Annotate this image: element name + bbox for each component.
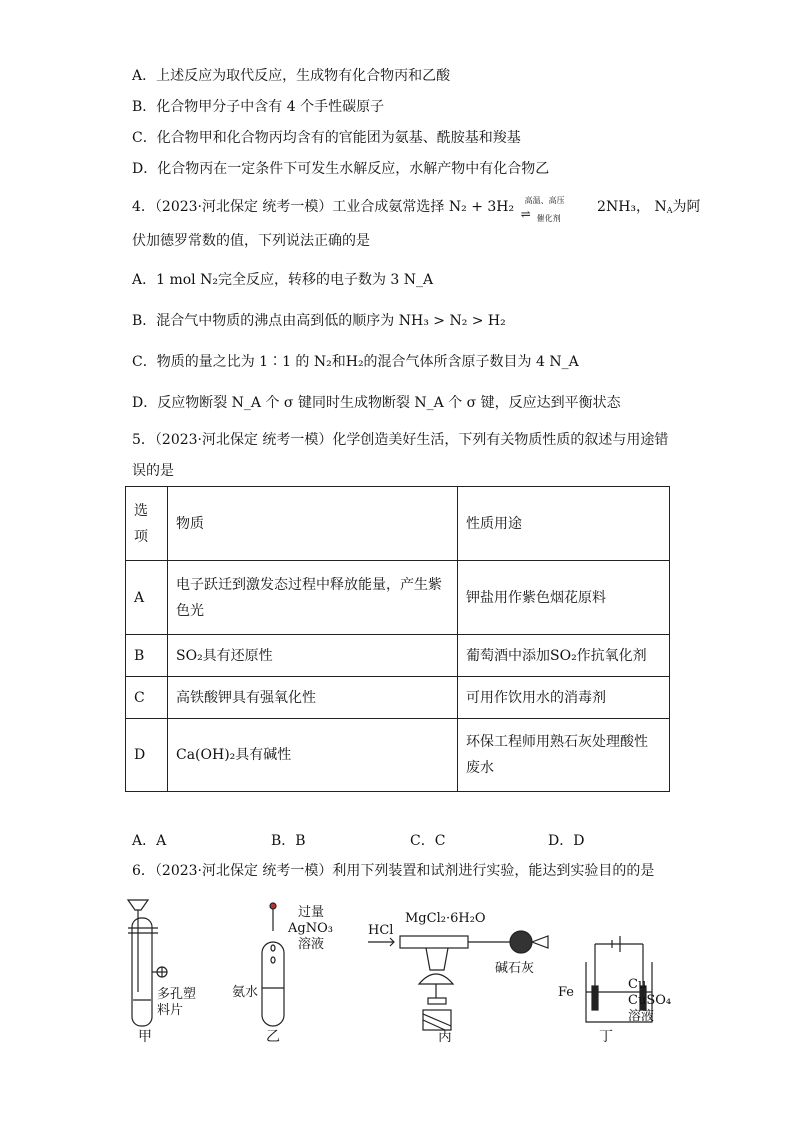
q4-stem-line1 [132,197,701,221]
table-row [126,677,670,719]
q4-reaction-left: N₂ + 3H₂ [448,199,515,215]
q4-cond-bottom: 催化剂 [536,214,561,223]
q4-stem-line2: 伏加德罗常数的值，下列说法正确的是 [132,233,370,249]
label-yi-reagent-3: 溶液 [298,937,325,952]
table-cell-property: 钾盐用作紫色烟花原料 [458,561,670,635]
q4-reaction-arrow [519,196,593,223]
table-cell-option: C [126,677,168,719]
table-row [126,561,670,635]
q6-stem: 6．（2023·河北保定 统考一模）利用下列装置和试剂进行实验，能达到实验目的的是 [132,863,655,879]
label-jia-plate-2: 料片 [157,1003,184,1018]
q4-option-d: D．反应物断裂 N_A 个 σ 键同时生成物断裂 N_A 个 σ 键，反应达到平衡状态 [132,395,621,411]
q5-table [125,486,670,792]
caption-ding: 丁 [599,1029,613,1045]
label-ding-fe: Fe [558,985,575,1000]
table-cell-option: A [126,561,168,635]
table-cell-substance: 电子跃迁到激发态过程中释放能量，产生紫色光 [168,561,458,635]
table-cell-property: 可用作饮用水的消毒剂 [458,677,670,719]
caption-yi: 乙 [266,1029,280,1045]
table-header-substance: 物质 [168,487,458,561]
q3-option-a: A．上述反应为取代反应，生成物有化合物丙和乙酸 [132,68,451,84]
q4-stem-tail: 为阿 [672,199,701,215]
label-jia-plate: 多孔塑 [157,987,197,1002]
q5-stem-line1: 5．（2023·河北保定 统考一模）化学创造美好生活，下列有关物质性质的叙述与用途错 [132,432,669,448]
label-yi-reagent-1: 过量 [298,905,325,920]
q5-choice-c: C．C [410,833,446,849]
q4-stem-prefix: 4．（2023·河北保定 统考一模）工业合成氨常选择 [132,199,445,215]
caption-bing: 丙 [438,1029,452,1045]
table-row [126,719,670,792]
q4-cond-top: 高温、高压 [524,196,565,205]
label-yi-liquid: 氨水 [232,985,259,1000]
label-bing-absorb: 碱石灰 [495,961,535,976]
q6-apparatus-figure [0,888,794,1058]
label-yi-reagent-2: AgNO₃ [288,921,333,936]
q4-option-c: C．物质的量之比为 1∶1 的 N₂和H₂的混合气体所含原子数目为 4 N_A [132,354,579,370]
q4-reaction-right: 2NH₃， [597,199,651,215]
table-cell-substance: SO₂具有还原性 [168,635,458,677]
q3-option-c: C．化合物甲和化合物丙均含有的官能团为氨基、酰胺基和羧基 [132,130,521,146]
label-bing-solid: MgCl₂·6H₂O [405,911,486,926]
table-cell-substance: Ca(OH)₂具有碱性 [168,719,458,792]
table-cell-property: 葡萄酒中添加SO₂作抗氧化剂 [458,635,670,677]
table-cell-substance: 高铁酸钾具有强氧化性 [168,677,458,719]
q5-choice-b: B．B [271,833,306,849]
q4-na: $N_A$ [654,199,673,215]
table-cell-option: B [126,635,168,677]
label-bing-gas: HCl [368,923,394,938]
q4-option-b: B．混合气中物质的沸点由高到低的顺序为 NH₃ > N₂ > H₂ [132,313,506,329]
label-ding-sol2: 溶液 [628,1009,655,1024]
equilibrium-arrow-icon: ⇌ [520,207,530,221]
q3-option-d: D．化合物丙在一定条件下可发生水解反应，水解产物中有化合物乙 [132,161,550,177]
q5-choice-a: A．A [132,833,167,849]
table-cell-property: 环保工程师用熟石灰处理酸性废水 [458,719,670,792]
caption-jia: 甲 [138,1029,152,1045]
table-header-option: 选 项 [126,487,168,561]
q3-option-b: B．化合物甲分子中含有 4 个手性碳原子 [132,99,385,115]
q5-stem-line2: 误的是 [132,463,174,479]
table-header-row [126,487,670,561]
table-row [126,635,670,677]
table-cell-option: D [126,719,168,792]
heating-tube-apparatus-bing [368,931,548,1030]
q5-choice-d: D．D [548,833,585,849]
q4-option-a: A．1 mol N₂完全反应，转移的电子数为 3 N_A [132,272,434,288]
test-tube-apparatus-yi [262,903,284,1026]
label-ding-sol1: CuSO₄ [628,993,672,1008]
label-ding-cu: Cu [628,977,647,992]
table-header-property: 性质用途 [458,487,670,561]
